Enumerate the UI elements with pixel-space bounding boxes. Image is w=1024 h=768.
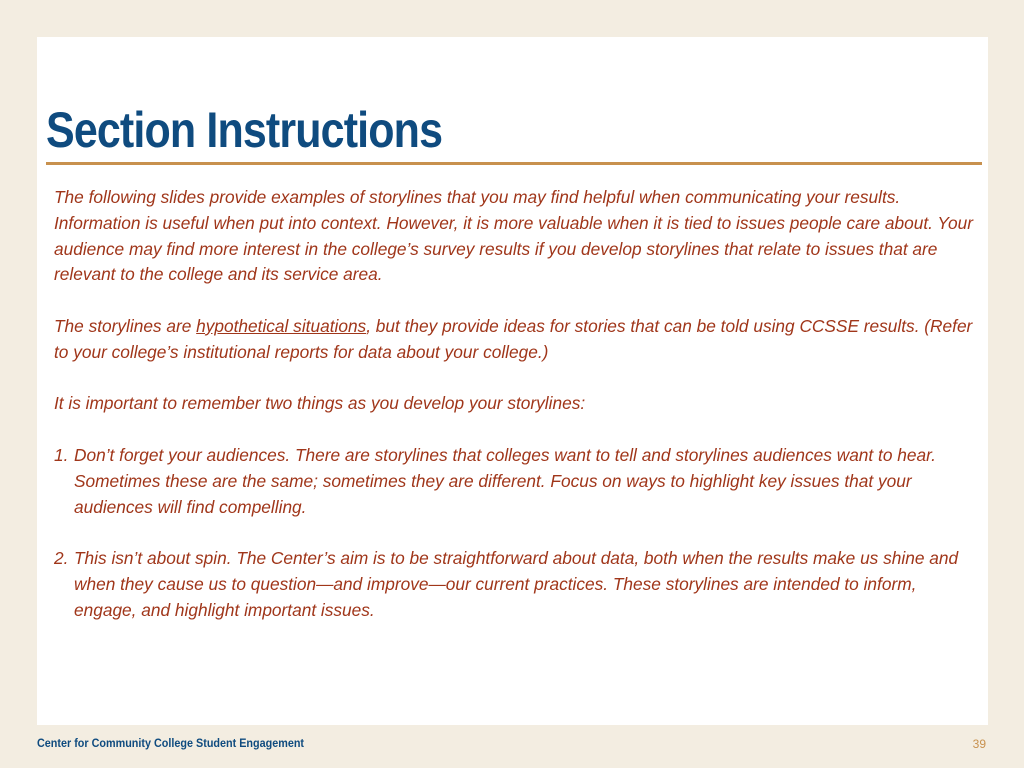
hypothetical-paragraph bbox=[54, 314, 974, 366]
hypothetical-situations-link[interactable]: hypothetical situations bbox=[196, 315, 367, 336]
page-number: 39 bbox=[972, 737, 986, 751]
list-item-number: 2. bbox=[54, 548, 69, 569]
list-item bbox=[54, 443, 974, 520]
remember-paragraph: It is important to remember two things as you develop your storylines: bbox=[54, 393, 586, 414]
hypothetical-text-after: , but they provide ideas for stories that can be told using CCSSE results. (Refer to your college’s institutional reports for data about your college.) bbox=[54, 315, 973, 362]
list-item-text: This isn’t about spin. The Center’s aim is to be straightforward about data, both when the results make us shine and when they cause us to question—and improve—our current practices. These storylines are intended to inform, engage, and highlight important issues. bbox=[74, 548, 959, 620]
title-divider bbox=[46, 162, 982, 165]
intro-paragraph: The following slides provide examples of storylines that you may find helpful when communicating your results. Information is useful when put into context. However, it is more valuable when it is tied to issues people care about. Your audience may find more interest in the college’s survey results if you develop storylines that relate to issues that are relevant to the college and its service area. bbox=[54, 187, 973, 285]
list-item-text: Don’t forget your audiences. There are storylines that colleges want to tell and storylines audiences want to hear. Sometimes these are the same; sometimes they are different. Focus on ways to highlight key issues that your audiences will find compelling. bbox=[74, 444, 936, 517]
list-item bbox=[54, 546, 974, 623]
hypothetical-text-before: The storylines are bbox=[54, 315, 197, 336]
footer-organization: Center for Community College Student Engagement bbox=[37, 736, 305, 750]
page-title: Section Instructions bbox=[46, 102, 443, 158]
list-item-number: 1. bbox=[54, 444, 69, 465]
slide-body bbox=[54, 185, 974, 624]
